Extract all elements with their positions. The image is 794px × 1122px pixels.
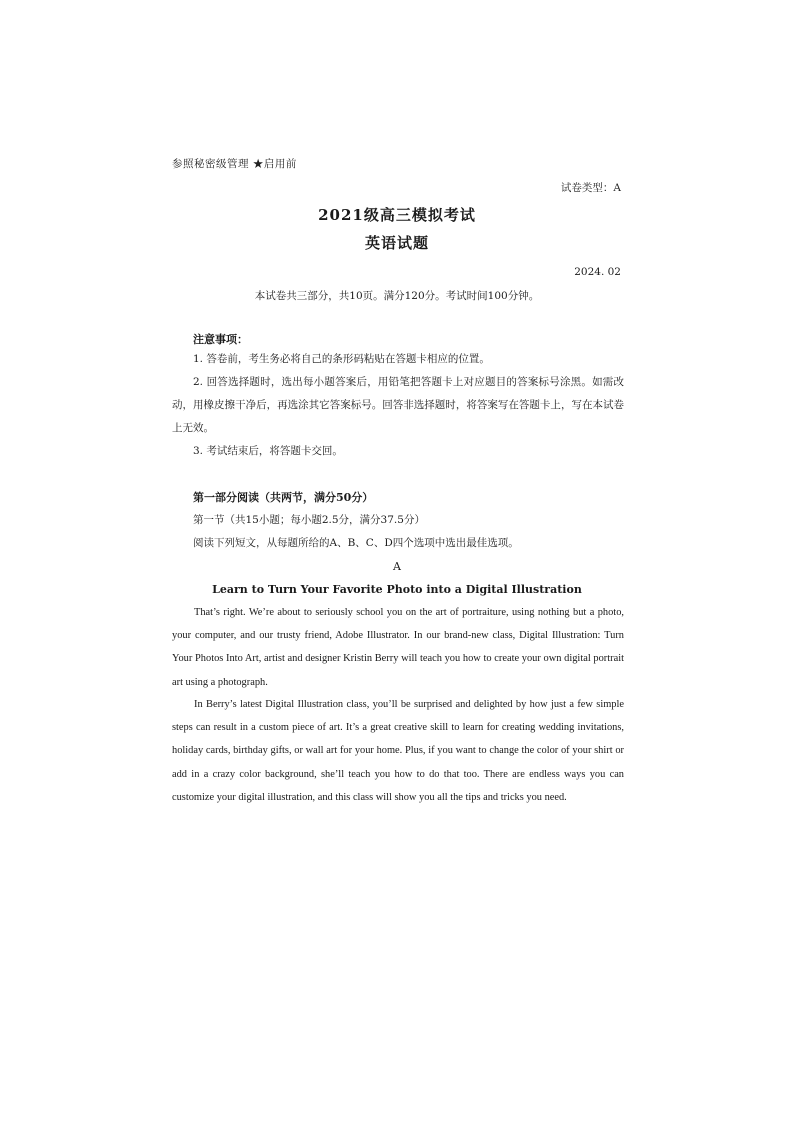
- passage-title: Learn to Turn Your Favorite Photo into a Digital Illustration: [212, 583, 582, 596]
- notice-item-2: [172, 371, 624, 440]
- notice-item-text: 3. 考试结束后，将答题卡交回。: [193, 445, 343, 457]
- paragraph-text: In Berry’s latest Digital Illustration class, you’ll be surprised and delighted by how just a few simple steps can result in a custom piece of art. It’s a great creative skill to learn for creating wedding invitations, holiday cards, birthday gifts, or wall art for your home. Plus, if you want to change the color of your shirt or add in a crazy color background, she’ll teach you how to do that too. There are endless ways you can customize your digital illustration, and this class will show you all the tips and tricks you need.: [172, 699, 624, 803]
- passage-paragraph-2: [172, 693, 624, 809]
- passage-paragraph-1: [172, 601, 624, 694]
- reading-instruction: 阅读下列短文，从每题所给的A、B、C、D四个选项中选出最佳选项。: [193, 537, 519, 549]
- notice-item-1: [172, 348, 624, 371]
- section-one-heading: 第一节（共15小题；每小题2.5分，满分37.5分）: [193, 514, 425, 526]
- part-one-heading: 第一部分阅读（共两节，满分50分）: [193, 491, 374, 504]
- secrecy-label: 参照秘密级管理 ★启用前: [172, 158, 297, 170]
- notice-item-3: [172, 440, 624, 463]
- paragraph-text: That’s right. We’re about to seriously school you on the art of portraiture, using nothing but a photo, your computer, and our trusty friend, Adobe Illustrator. In our brand-new class, Digital Illustration: Turn Your Photos Into Art, artist and designer Kristin Berry will teach you how to create your own digital portrait art using a photograph.: [172, 607, 624, 688]
- exam-date: 2024. 02: [574, 266, 621, 278]
- notice-heading: 注意事项：: [193, 333, 248, 346]
- paper-type-label: 试卷类型：A: [560, 182, 621, 194]
- notice-item-text: 1. 答卷前，考生务必将自己的条形码粘贴在答题卡相应的位置。: [193, 353, 490, 365]
- notice-item-text: 2. 回答选择题时，选出每小题答案后，用铅笔把答题卡上对应题目的答案标号涂黑。如需改动，用橡皮擦干净后，再选涂其它答案标号。回答非选择题时，将答案写在答题卡上，写在本试卷上无效。: [172, 376, 624, 434]
- paper-info: 本试卷共三部分，共10页。满分120分。考试时间100分钟。: [254, 290, 540, 302]
- exam-title: 2021级高三模拟考试: [318, 206, 476, 224]
- exam-subtitle: 英语试题: [364, 234, 429, 252]
- passage-letter: A: [393, 560, 401, 573]
